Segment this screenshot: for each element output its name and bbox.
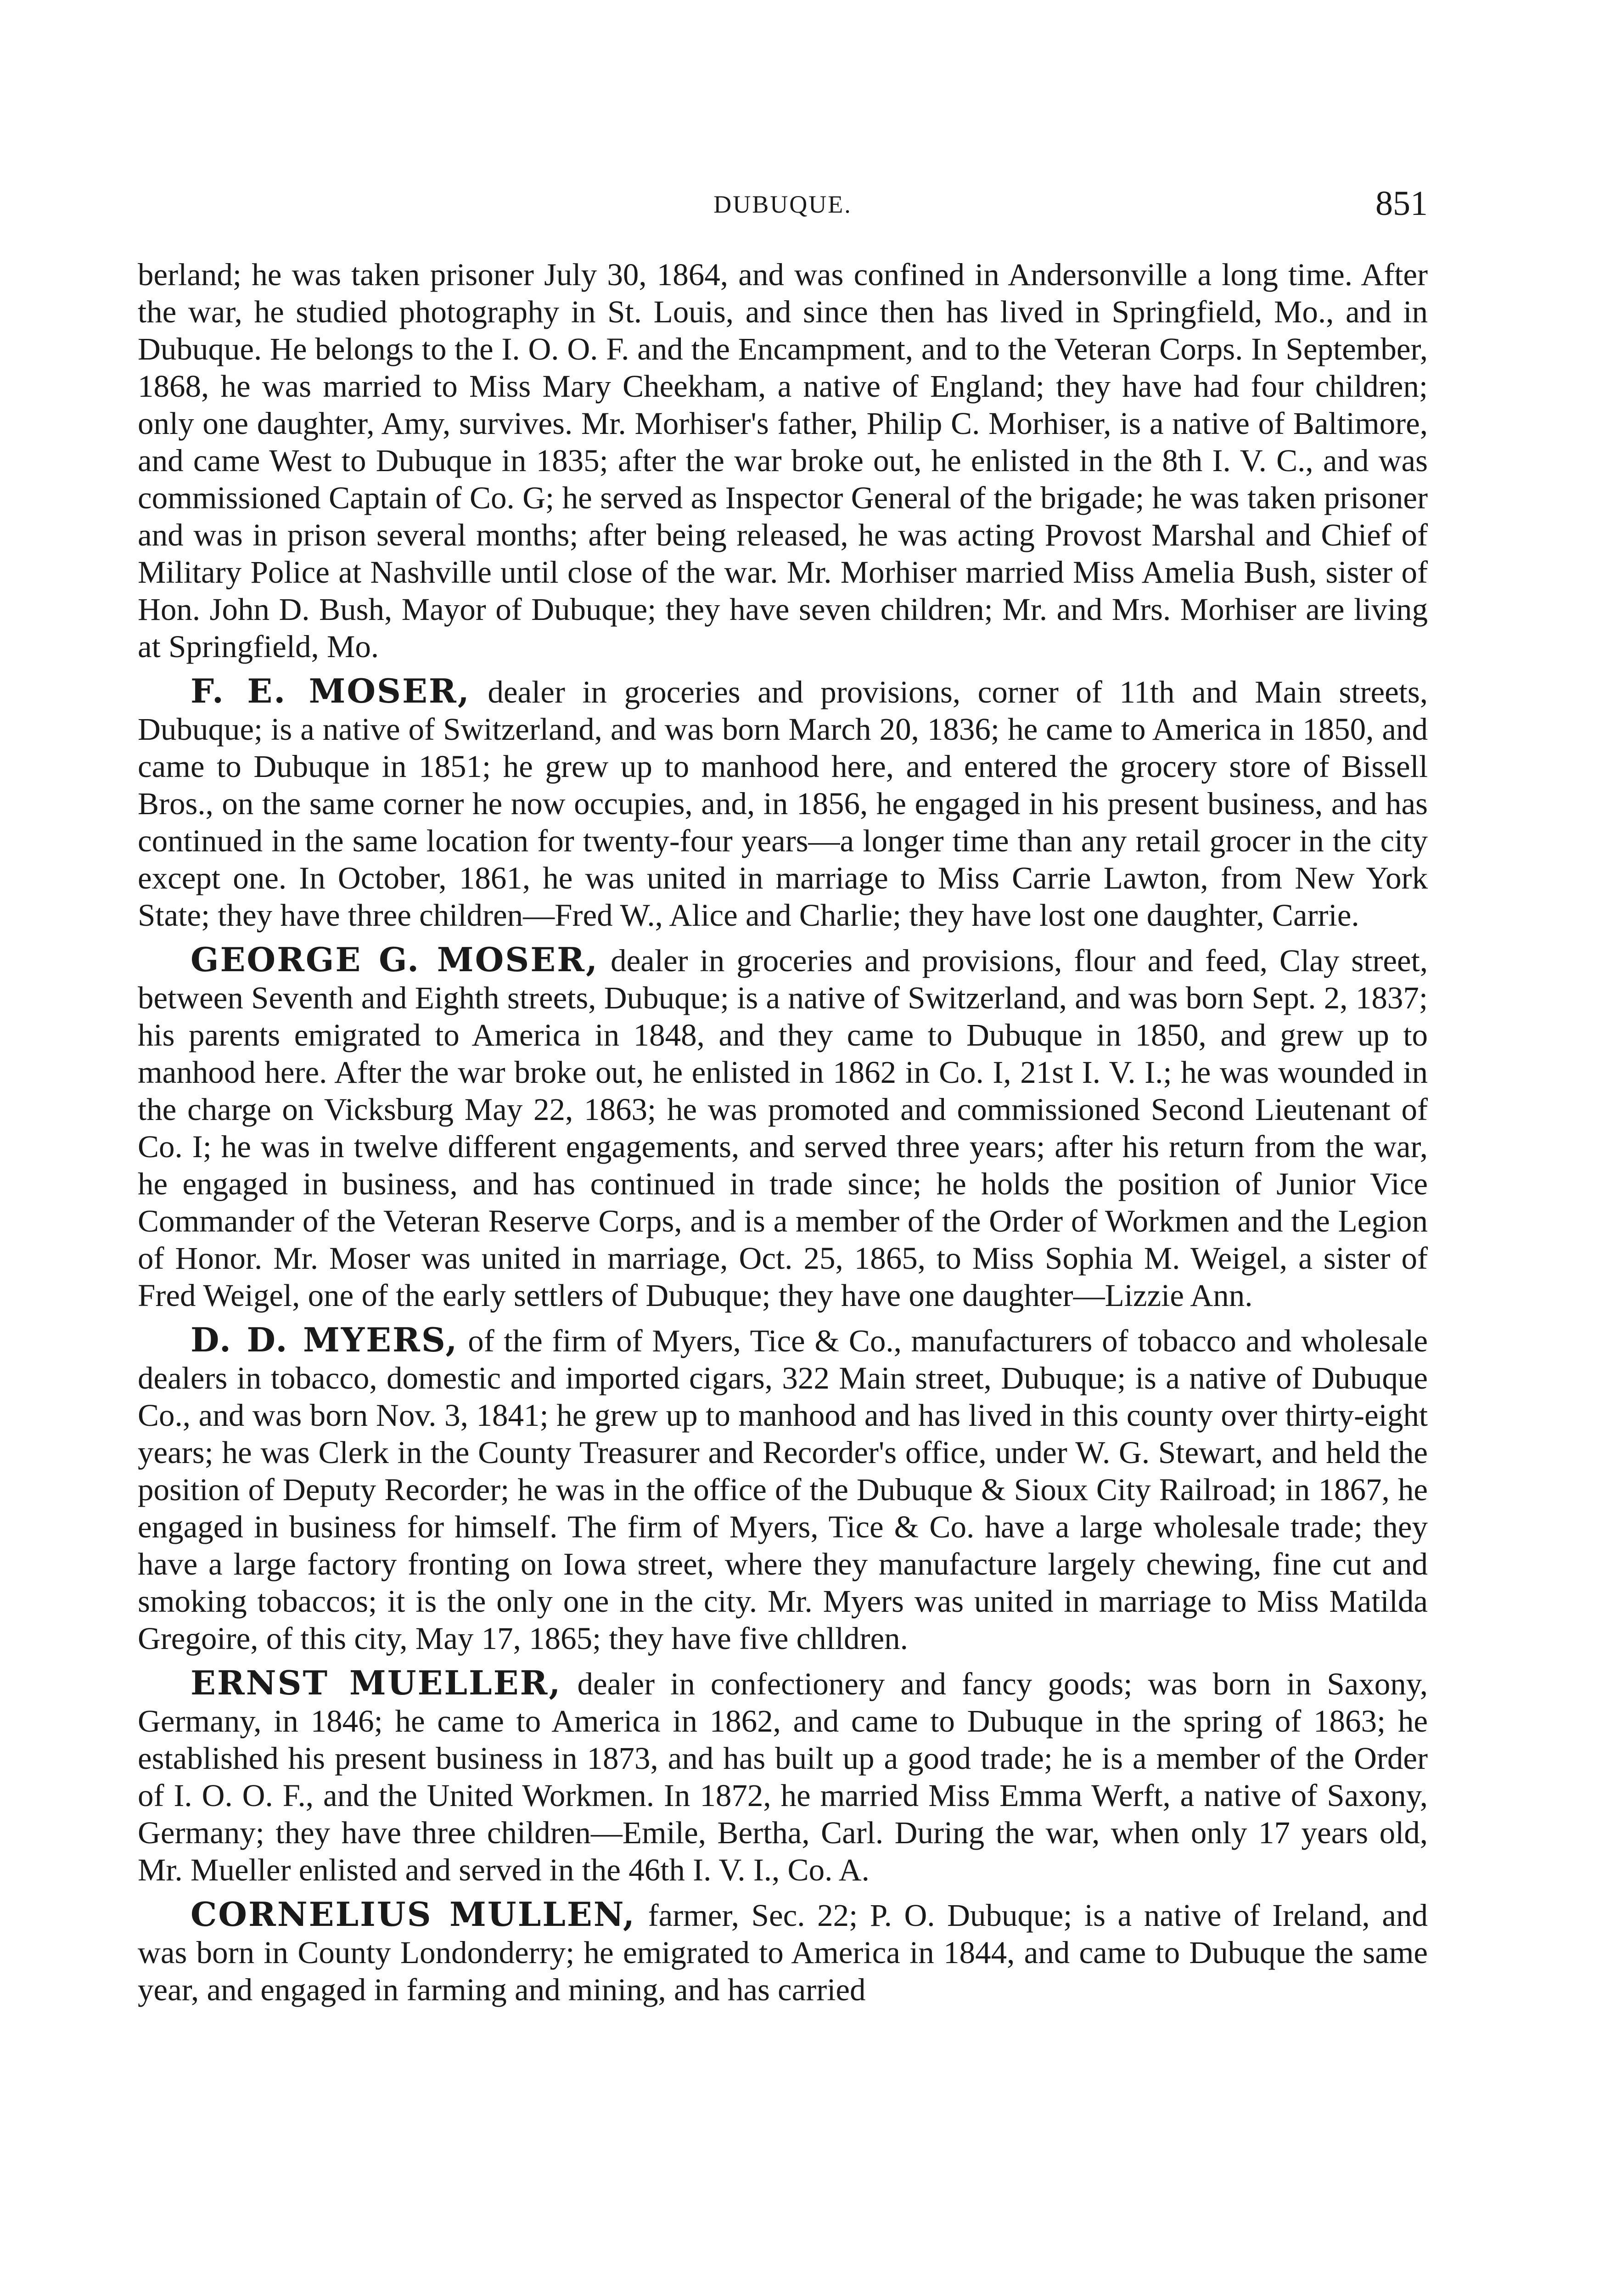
entry-name: F. E. MOSER, xyxy=(191,671,471,710)
continuation-paragraph: berland; he was taken prisoner July 30, 1864, and was confined in Andersonville a long time. After the war, he studied photography in St. Louis, and since then has lived in Springfield, Mo., and in Dubuque. He belongs to the I. O. O. F. and the Encampment, and to the Veteran Corps. In September, 1868, he was married to Miss Mary Cheekham, a native of England; they have had four children; only one daughter, Amy, survives. Mr. Morhiser's father, Philip C. Morhiser, is a native of Baltimore, and came West to Dubuque in 1835; after the war broke out, he enlisted in the 8th I. V. C., and was commissioned Captain of Co. G; he served as Inspector General of the brigade; he was taken prisoner and was in prison several months; after being released, he was acting Provost Marshal and Chief of Military Police at Nashville until close of the war. Mr. Morhiser married Miss Amelia Bush, sister of Hon. John D. Bush, Mayor of Dubuque; they have seven children; Mr. and Mrs. Morhiser are living at Springfield, Mo. xyxy=(138,257,1428,664)
entry-text: farmer, Sec. 22; P. O. Dubuque; is a native of Ireland, and was born in County Londonderry; he emigrated to America in 1844, and came to Dubuque the same year, and engaged in farming and mining, and has carried xyxy=(138,1898,1428,2007)
biography-entry xyxy=(138,1664,1428,1889)
entry-text: dealer in groceries and provisions, flour and feed, Clay street, between Seventh and Eighth streets, Dubuque; is a native of Switzerland, and was born Sept. 2, 1837; his parents emigrated to America in 1848, and they came to Dubuque in 1850, and grew up to manhood here. After the war broke out, he enlisted in 1862 in Co. I, 21st I. V. I.; he was wounded in the charge on Vicksburg May 22, 1863; he was promoted and commissioned Second Lieutenant of Co. I; he was in twelve different engagements, and served three years; after his return from the war, he engaged in business, and has continued in trade since; he holds the position of Junior Vice Commander of the Veteran Reserve Corps, and is a member of the Order of Workmen and the Legion of Honor. Mr. Moser was united in marriage, Oct. 25, 1865, to Miss Sophia M. Weigel, a sister of Fred Weigel, one of the early settlers of Dubuque; they have one daughter—Lizzie Ann. xyxy=(138,943,1428,1313)
running-title: DUBUQUE. xyxy=(713,191,852,218)
text-column xyxy=(138,256,1428,2009)
biography-entry xyxy=(138,1321,1428,1657)
biography-entry xyxy=(138,672,1428,934)
running-head xyxy=(138,184,1428,225)
biography-entry xyxy=(138,941,1428,1314)
entry-text: of the firm of Myers, Tice & Co., manufacturers of tobacco and wholesale dealers in tobacco, domestic and imported cigars, 322 Main street, Dubuque; is a native of Dubuque Co., and was born Nov. 3, 1841; he grew up to manhood and has lived in this county over thirty-eight years; he was Clerk in the County Treasurer and Recorder's office, under W. G. Stewart, and held the position of Deputy Recorder; he was in the office of the Dubuque & Sioux City Railroad; in 1867, he engaged in business for himself. The firm of Myers, Tice & Co. have a large wholesale trade; they have a large factory fronting on Iowa street, where they manufacture largely chewing, fine cut and smoking tobaccos; it is the only one in the city. Mr. Myers was united in marriage to Miss Matilda Gregoire, of this city, May 17, 1865; they have five chlldren. xyxy=(138,1323,1428,1656)
entry-name: ERNST MUELLER, xyxy=(191,1663,562,1702)
entry-name: D. D. MYERS, xyxy=(191,1320,459,1359)
entry-name: GEORGE G. MOSER, xyxy=(191,940,599,979)
entry-text: dealer in groceries and provisions, corner of 11th and Main streets, Dubuque; is a native of Switzerland, and was born March 20, 1836; he came to America in 1850, and came to Dubuque in 1851; he grew up to manhood here, and entered the grocery store of Bissell Bros., on the same corner he now occupies, and, in 1856, he engaged in his present business, and has continued in the same location for twenty-four years—a longer time than any retail grocer in the city except one. In October, 1861, he was united in marriage to Miss Carrie Lawton, from New York State; they have three children—Fred W., Alice and Charlie; they have lost one daughter, Carrie. xyxy=(138,675,1428,933)
biography-entry xyxy=(138,1896,1428,2009)
entry-text: dealer in confectionery and fancy goods; was born in Saxony, Germany, in 1846; he came to America in 1862, and came to Dubuque in the spring of 1863; he established his present business in 1873, and has built up a good trade; he is a member of the Order of I. O. O. F., and the United Workmen. In 1872, he married Miss Emma Werft, a native of Saxony, Germany; they have three children—Emile, Bertha, Carl. During the war, when only 17 years old, Mr. Mueller enlisted and served in the 46th I. V. I., Co. A. xyxy=(138,1666,1428,1887)
entry-name: CORNELIUS MULLEN, xyxy=(191,1895,636,1934)
page-number: 851 xyxy=(1375,184,1428,223)
